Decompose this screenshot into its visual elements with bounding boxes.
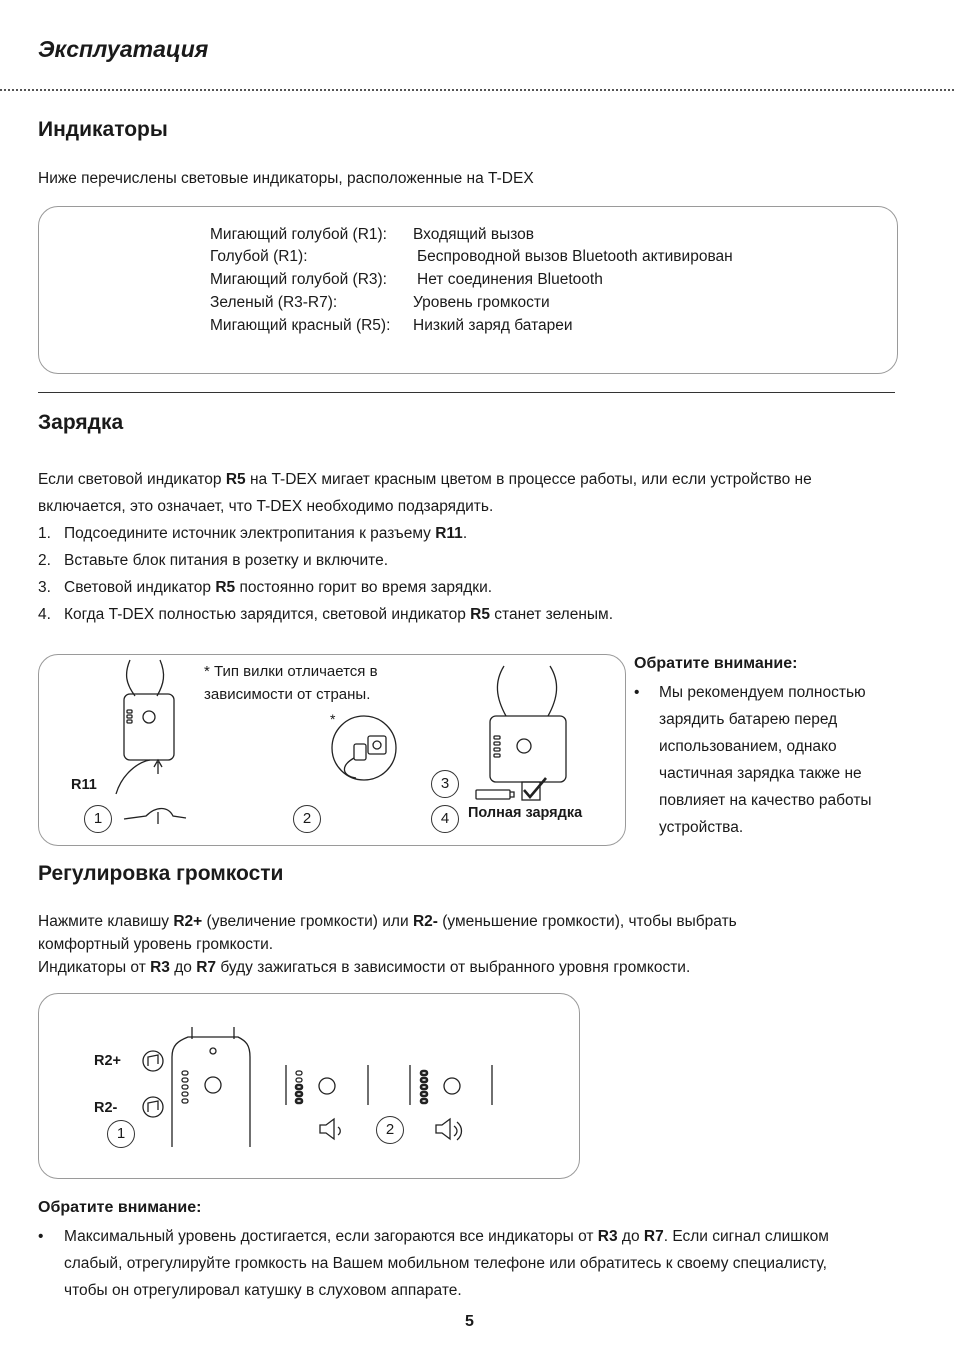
page-number: 5	[465, 1313, 474, 1330]
led-column	[494, 736, 500, 757]
volume-ref: R2-	[412, 913, 438, 930]
step-number: 1.	[38, 525, 51, 542]
step-badge: 2	[293, 805, 321, 833]
volume-text-part: (уменьшение громкости), чтобы выбрать	[437, 913, 737, 930]
neckloop-cord	[548, 666, 557, 716]
note-line: устройства.	[659, 819, 744, 836]
device-led	[210, 1048, 216, 1054]
indicator-label: Мигающий голубой (R1):	[210, 226, 387, 243]
music-note-icon	[148, 1101, 158, 1112]
volume-text-part: Нажмите клавишу	[38, 913, 174, 930]
note-text: . Если сигнал слишком	[663, 1228, 829, 1245]
note-line: повлияет на качество работы	[659, 792, 872, 809]
step-text: Подсоедините источник электропитания к разъему	[64, 525, 436, 542]
intro-text: на T-DEX мигает красным цветом в процессе работы, или если устройство не	[245, 471, 812, 488]
checkmark-icon	[524, 778, 546, 797]
plug-note-line: * Тип вилки отличается в	[204, 663, 378, 680]
r2plus-label: R2+	[94, 1053, 122, 1069]
step-number: 4.	[38, 606, 51, 623]
charging-note	[634, 679, 934, 841]
note-text: слабый, отрегулируйте громкость на Вашем мобильном телефоне или обратитесь к своему специалисту,	[64, 1255, 827, 1272]
plug-note-line: зависимости от страны.	[204, 686, 371, 703]
section-title: Эксплуатация	[38, 36, 209, 62]
volume-illustration	[38, 993, 580, 1179]
dotted-divider	[0, 89, 954, 91]
neckloop-cord	[127, 660, 135, 696]
volume-ref: R3	[150, 959, 170, 976]
charger-cable	[116, 760, 150, 794]
device-body	[490, 716, 566, 782]
led-column	[182, 1071, 188, 1103]
note-text: до	[617, 1228, 644, 1245]
list-item	[38, 574, 918, 601]
r11-label: R11	[71, 777, 97, 793]
step-number: 3.	[38, 579, 51, 596]
plug-note	[204, 660, 378, 706]
volume-up-icon	[143, 1051, 163, 1071]
device-button	[319, 1078, 335, 1094]
volume-text	[38, 910, 918, 979]
speaker-high-icon	[436, 1119, 462, 1140]
note-heading: Обратите внимание:	[38, 1199, 202, 1216]
volume-text-part: (увеличение громкости) или	[202, 913, 413, 930]
note-text: чтобы он отрегулировал катушку в слуховом аппарате.	[64, 1282, 462, 1299]
step-ref: R5	[470, 606, 490, 623]
device-button	[143, 711, 155, 723]
note-heading: Обратите внимание:	[634, 655, 798, 672]
wall-adapter	[354, 744, 366, 760]
indicator-label: Мигающий голубой (R3):	[210, 271, 387, 288]
indicator-value: Входящий вызов	[413, 226, 534, 243]
indicators-heading: Индикаторы	[38, 118, 168, 141]
indicator-value: Беспроводной вызов Bluetooth активирован	[417, 248, 733, 265]
indicator-label: Мигающий красный (R5):	[210, 317, 391, 334]
volume-text-part: до	[169, 959, 197, 976]
neckloop-cord	[157, 660, 164, 696]
bullet: •	[38, 1228, 44, 1245]
step-badge: 1	[107, 1120, 135, 1148]
neckloop-cord	[497, 666, 506, 716]
plug-connector	[124, 809, 186, 825]
note-ref: R3	[597, 1228, 618, 1245]
arrow-up-icon	[154, 760, 162, 774]
device-body	[124, 694, 174, 760]
list-item	[38, 547, 918, 574]
note-line: частичная зарядка также не	[659, 765, 862, 782]
step-ref: R5	[215, 579, 236, 596]
indicator-label: Голубой (R1):	[210, 248, 308, 265]
intro-text: Если световой индикатор	[38, 471, 226, 488]
asterisk-mark: *	[330, 711, 336, 727]
step-text: станет зеленым.	[489, 606, 614, 623]
note-line: использованием, однако	[659, 738, 837, 755]
intro-ref: R5	[225, 471, 246, 488]
step-text: Световой индикатор	[64, 579, 216, 596]
full-charge-label: Полная зарядка	[468, 805, 583, 821]
indicator-label: Зеленый (R3-R7):	[210, 294, 338, 311]
note-line: Мы рекомендуем полностью	[659, 684, 866, 701]
charging-intro	[38, 466, 918, 628]
charging-steps	[38, 520, 918, 628]
indicator-value: Нет соединения Bluetooth	[417, 271, 603, 288]
bullet: •	[634, 684, 640, 701]
step-number: 2.	[38, 552, 51, 569]
list-item	[38, 520, 918, 547]
led-column-full	[421, 1071, 427, 1103]
battery-icon	[476, 790, 510, 799]
wall-socket	[368, 736, 386, 754]
charging-heading: Зарядка	[38, 411, 124, 434]
section-rule	[38, 392, 895, 393]
step-text: Когда T-DEX полностью зарядится, световой индикатор	[64, 606, 471, 623]
step-text: постоянно горит во время зарядки.	[235, 579, 493, 596]
volume-down-icon	[143, 1097, 163, 1117]
speaker-low-icon	[320, 1119, 340, 1139]
device-button	[444, 1078, 460, 1094]
r2minus-label: R2-	[94, 1100, 118, 1116]
volume-text-part: буду зажигаться в зависимости от выбранного уровня громкости.	[216, 959, 691, 976]
note-line: зарядить батарею перед	[659, 711, 838, 728]
volume-ref: R2+	[173, 913, 203, 930]
note-text: Максимальный уровень достигается, если загораются все индикаторы от	[64, 1228, 598, 1245]
volume-ref: R7	[196, 959, 217, 976]
step-ref: R11	[435, 525, 463, 542]
led-column-partial	[296, 1071, 302, 1103]
volume-text-part: Индикаторы от	[38, 959, 151, 976]
socket-hole	[373, 741, 381, 749]
step-badge: 4	[431, 805, 459, 833]
step-badge: 3	[431, 770, 459, 798]
volume-note	[38, 1223, 918, 1304]
step-text: .	[462, 525, 468, 542]
indicators-intro: Ниже перечислены световые индикаторы, расположенные на T-DEX	[38, 170, 534, 187]
volume-heading: Регулировка громкости	[38, 862, 284, 885]
led-column	[127, 710, 132, 723]
indicator-value: Уровень громкости	[413, 294, 550, 311]
list-item	[38, 601, 918, 628]
music-note-icon	[148, 1055, 158, 1066]
device-button	[517, 739, 531, 753]
volume-text-part: комфортный уровень громкости.	[38, 936, 274, 953]
device-button	[205, 1077, 221, 1093]
note-ref: R7	[643, 1228, 664, 1245]
indicator-value: Низкий заряд батареи	[413, 317, 573, 334]
step-badge: 2	[376, 1116, 404, 1144]
intro-text: включается, это означает, что T-DEX необходимо подзарядить.	[38, 498, 494, 515]
step-text: Вставьте блок питания в розетку и включите.	[64, 552, 389, 569]
step-badge: 1	[84, 805, 112, 833]
